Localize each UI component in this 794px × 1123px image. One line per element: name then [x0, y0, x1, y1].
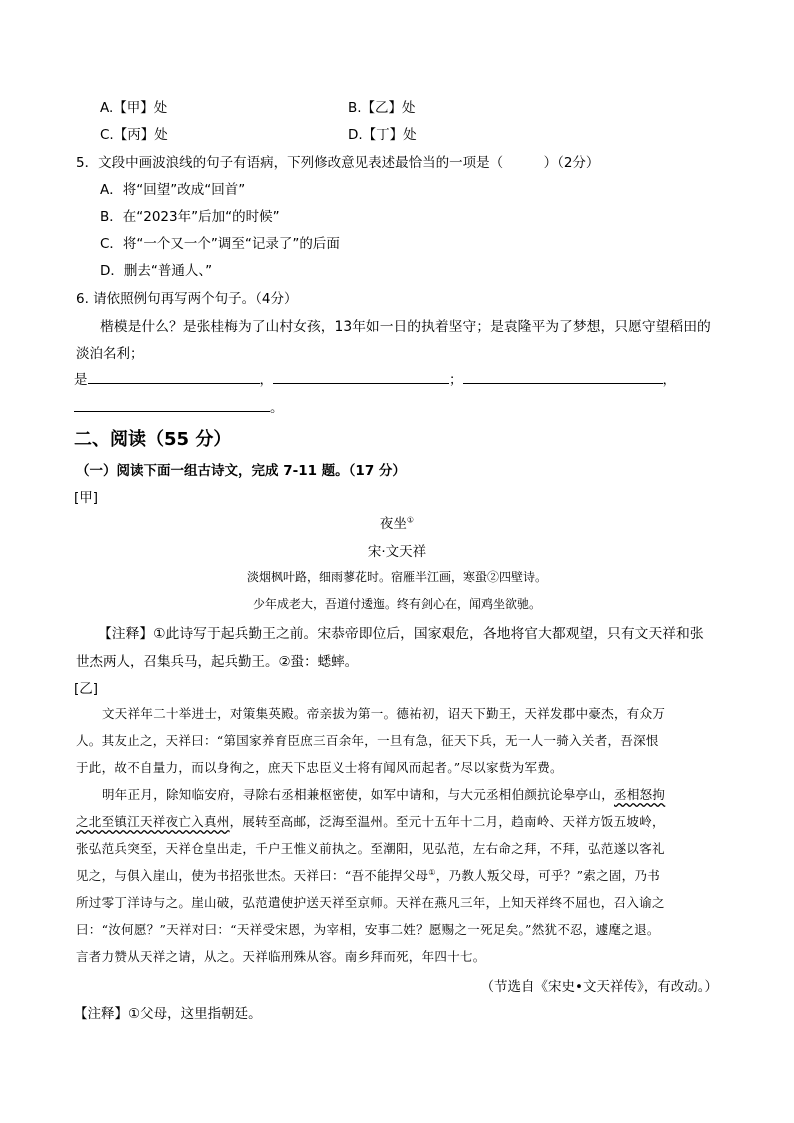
- label-yi: [乙]: [74, 681, 99, 697]
- answer-separator-2: ；: [449, 372, 463, 388]
- prose-p2-line-1: [102, 785, 665, 803]
- q5-option-a: A．将“回望”改成“回首”: [100, 182, 246, 198]
- poem-note-line-1: 【注释】①此诗写于起兵勤王之前。宋恭帝即位后，国家艰危，各地将官大都观望，只有文天祥和张: [98, 626, 704, 642]
- part1-title: （一）阅读下面一组古诗文，完成 7-11 题。（17 分）: [76, 463, 406, 479]
- prose-note: 【注释】①父母，这里指朝廷。: [74, 1006, 262, 1022]
- q4-option-b: B.【乙】处: [348, 100, 416, 116]
- q6-answer-line-1: [74, 368, 676, 388]
- poem-line-2: 少年成老大，吾道付逶迤。终有剑心在，闻鸡坐欲驰。: [252, 597, 541, 611]
- wavy-underlined-text: 丞相怒拘: [614, 787, 666, 802]
- prose-p2-line-2: [76, 812, 665, 830]
- footnote-marker: ①: [428, 867, 436, 877]
- q5-option-c: C．将“一个又一个”调至“记录了”的后面: [100, 236, 340, 252]
- prose-source: （节选自《宋史•文天祥传》，有改动。）: [480, 979, 718, 995]
- prose-p1-line-2: 人。其友止之，天祥曰：“第国家养育臣庶三百余年，一旦有急，征天下兵，无一人一骑入关者，吾深恨: [76, 733, 659, 748]
- wavy-underlined-text: 之北至镇江天祥夜亡入真州: [76, 814, 230, 829]
- poem-line-1: 淡烟枫叶路，细雨蓼花时。宿雁半江画，寒蛩②四壁诗。: [246, 570, 547, 584]
- prose-p1-line-3: 于此，故不自量力，而以身徇之，庶天下忠臣义士将有闻风而起者。”尽以家赀为军费。: [76, 760, 563, 775]
- answer-prefix: 是: [74, 372, 88, 388]
- answer-blank-2[interactable]: [273, 369, 449, 384]
- prose-p2-line-4: [76, 866, 660, 884]
- prose-text: 见之，与俱入崖山，使为书招张世杰。天祥曰：“吾不能捍父母: [76, 868, 429, 883]
- prose-text: ，展转至高邮，泛海至温州。至元十五年十二月，趋南岭、天祥方饭五坡岭，: [229, 814, 665, 829]
- q4-option-c: C.【丙】处: [100, 127, 168, 143]
- answer-blank-4[interactable]: [74, 397, 270, 412]
- poem-note-line-2: 世杰两人，召集兵马，起兵勤王。②蛩：蟋蟀。: [76, 654, 359, 670]
- q5-stem: 5．文段中画波浪线的句子有语病，下列修改意见表述最恰当的一项是（ ）（2分）: [76, 155, 600, 171]
- prose-p2-line-5: 所过零丁洋诗与之。崖山破，弘范遣使护送天祥至京师。天祥在燕凡三年，上知天祥终不屈也，召入谕之: [76, 895, 665, 910]
- q4-option-d: D.【丁】处: [348, 127, 417, 143]
- answer-blank-1[interactable]: [88, 369, 260, 384]
- prose-p2-line-3: 张弘范兵突至，天祥仓皇出走，千户王惟义前执之。至潮阳，见弘范，左右命之拜，不拜，弘范遂以客礼: [76, 841, 665, 856]
- q4-option-a: A.【甲】处: [100, 100, 168, 116]
- q6-stem: 6. 请依照例句再写两个句子。（4分）: [76, 291, 298, 307]
- answer-end: 。: [270, 400, 284, 416]
- prose-p2-line-6: 曰：“汝何愿？”天祥对曰：“天祥受宋恩，为宰相，安事二姓？愿赐之一死足矣。”然犹不忍，遽麾之退。: [76, 922, 660, 937]
- answer-blank-3[interactable]: [463, 369, 663, 384]
- answer-separator-1: ，: [259, 372, 273, 388]
- poem-title-note: ①: [406, 515, 415, 525]
- prose-text: ，乃教人叛父母，可乎？”索之固，乃书: [435, 868, 661, 883]
- q6-example-line-1: 楷模是什么？是张桂梅为了山村女孩，13年如一日的执着坚守；是袁隆平为了梦想，只愿守望稻田的: [100, 319, 711, 335]
- poem-author: 宋·文天祥: [367, 544, 427, 560]
- q5-option-d: D．删去“普通人、”: [100, 263, 213, 279]
- section-title: 二、阅读（55 分）: [74, 429, 232, 450]
- prose-p2-line-7: 言者力赞从天祥之请，从之。天祥临刑殊从容。南乡拜而死，年四十七。: [76, 949, 486, 964]
- q5-option-b: B．在“2023年”后加“的时候”: [100, 209, 280, 225]
- q6-example-line-2: 淡泊名利；: [76, 346, 144, 362]
- poem-title: [0, 512, 794, 532]
- q6-answer-line-2: [74, 396, 284, 416]
- prose-text: 明年正月，除知临安府，寻除右丞相兼枢密使，如军中请和，与大元丞相伯颜抗论皋亭山，: [102, 787, 615, 802]
- poem-title-text: 夜坐: [379, 516, 407, 532]
- answer-separator-3: ，: [662, 372, 676, 388]
- label-jia: [甲]: [74, 490, 99, 506]
- prose-p1-line-1: 文天祥年二十举进士，对策集英殿。帝亲拔为第一。德祐初，诏天下勤王，天祥发郡中豪杰，有众万: [102, 706, 666, 721]
